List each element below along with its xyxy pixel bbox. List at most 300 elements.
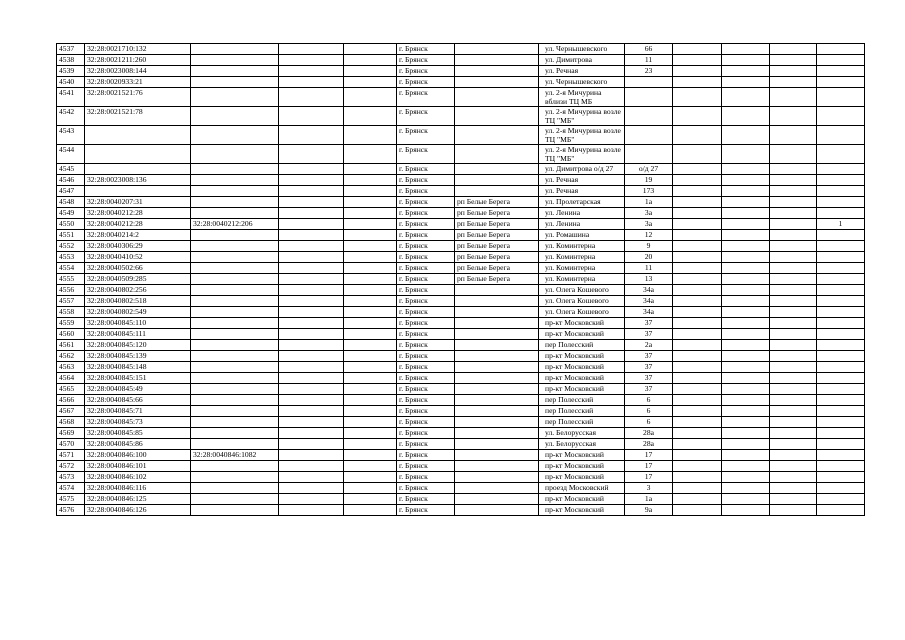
count-cell — [817, 285, 865, 296]
empty-cell — [279, 340, 344, 351]
empty-cell — [673, 219, 722, 230]
cadastral-number-cell: 32:28:0021521:76 — [85, 88, 191, 107]
count-cell — [817, 296, 865, 307]
city-cell: г. Брянск — [397, 318, 455, 329]
city-cell: г. Брянск — [397, 88, 455, 107]
table-row — [57, 107, 865, 126]
city-cell: г. Брянск — [397, 307, 455, 318]
count-cell — [817, 395, 865, 406]
empty-cell — [344, 307, 397, 318]
cadastral-number-cell — [85, 164, 191, 175]
row-number-cell: 4557 — [57, 296, 85, 307]
cadastral-number-cell: 32:28:0040845:49 — [85, 384, 191, 395]
street-cell: проезд Московский — [539, 483, 625, 494]
cadastral-number-cell: 32:28:0040845:85 — [85, 428, 191, 439]
house-number-cell: 6 — [625, 417, 673, 428]
empty-cell — [344, 175, 397, 186]
empty-cell — [673, 406, 722, 417]
secondary-cadastral-number-cell — [191, 428, 279, 439]
row-number-cell: 4568 — [57, 417, 85, 428]
city-cell: г. Брянск — [397, 351, 455, 362]
empty-cell — [279, 252, 344, 263]
empty-cell — [722, 88, 770, 107]
empty-cell — [673, 318, 722, 329]
cadastral-number-cell — [85, 145, 191, 164]
street-cell: пер Полесский — [539, 340, 625, 351]
empty-cell — [770, 428, 817, 439]
empty-cell — [770, 472, 817, 483]
house-number-cell: 3 — [625, 483, 673, 494]
empty-cell — [279, 472, 344, 483]
settlement-cell: рп Белые Берега — [455, 197, 539, 208]
settlement-cell — [455, 66, 539, 77]
empty-cell — [279, 450, 344, 461]
cadastral-number-cell: 32:28:0040845:71 — [85, 406, 191, 417]
row-number-cell: 4552 — [57, 241, 85, 252]
city-cell: г. Брянск — [397, 274, 455, 285]
empty-cell — [673, 373, 722, 384]
house-number-cell: 6 — [625, 395, 673, 406]
cadastral-number-cell: 32:28:0040306:29 — [85, 241, 191, 252]
empty-cell — [279, 285, 344, 296]
street-cell: пр-кт Московский — [539, 505, 625, 516]
table-row — [57, 373, 865, 384]
city-cell: г. Брянск — [397, 384, 455, 395]
empty-cell — [770, 274, 817, 285]
empty-cell — [770, 318, 817, 329]
empty-cell — [344, 439, 397, 450]
cadastral-number-cell: 32:28:0040212:28 — [85, 219, 191, 230]
row-number-cell: 4544 — [57, 145, 85, 164]
empty-cell — [673, 197, 722, 208]
table-row — [57, 164, 865, 175]
table-row — [57, 472, 865, 483]
street-cell: пр-кт Московский — [539, 472, 625, 483]
empty-cell — [770, 230, 817, 241]
settlement-cell — [455, 406, 539, 417]
secondary-cadastral-number-cell — [191, 263, 279, 274]
settlement-cell — [455, 472, 539, 483]
table-row — [57, 252, 865, 263]
table-row — [57, 494, 865, 505]
empty-cell — [722, 285, 770, 296]
house-number-cell: 3а — [625, 208, 673, 219]
empty-cell — [344, 186, 397, 197]
cadastral-number-cell: 32:28:0040214:2 — [85, 230, 191, 241]
empty-cell — [344, 164, 397, 175]
empty-cell — [673, 351, 722, 362]
settlement-cell — [455, 77, 539, 88]
house-number-cell: 17 — [625, 472, 673, 483]
house-number-cell: 13 — [625, 274, 673, 285]
table-body — [57, 44, 865, 516]
count-cell — [817, 66, 865, 77]
empty-cell — [673, 274, 722, 285]
count-cell — [817, 230, 865, 241]
empty-cell — [673, 285, 722, 296]
table-row — [57, 406, 865, 417]
empty-cell — [722, 351, 770, 362]
street-cell: ул. Олега Кошевого — [539, 296, 625, 307]
empty-cell — [344, 126, 397, 145]
cadastral-number-cell: 32:28:0040845:151 — [85, 373, 191, 384]
empty-cell — [279, 395, 344, 406]
count-cell — [817, 450, 865, 461]
city-cell: г. Брянск — [397, 472, 455, 483]
empty-cell — [770, 384, 817, 395]
empty-cell — [344, 107, 397, 126]
row-number-cell: 4554 — [57, 263, 85, 274]
street-cell: пр-кт Московский — [539, 329, 625, 340]
empty-cell — [279, 505, 344, 516]
empty-cell — [344, 318, 397, 329]
count-cell — [817, 274, 865, 285]
count-cell — [817, 406, 865, 417]
empty-cell — [344, 145, 397, 164]
row-number-cell: 4539 — [57, 66, 85, 77]
street-cell: ул. Белорусская — [539, 428, 625, 439]
empty-cell — [673, 439, 722, 450]
empty-cell — [673, 186, 722, 197]
street-cell: ул. Пролетарская — [539, 197, 625, 208]
empty-cell — [770, 494, 817, 505]
empty-cell — [279, 263, 344, 274]
secondary-cadastral-number-cell — [191, 197, 279, 208]
empty-cell — [722, 340, 770, 351]
empty-cell — [279, 318, 344, 329]
empty-cell — [279, 296, 344, 307]
house-number-cell — [625, 88, 673, 107]
count-cell — [817, 384, 865, 395]
empty-cell — [770, 175, 817, 186]
empty-cell — [722, 296, 770, 307]
settlement-cell — [455, 450, 539, 461]
row-number-cell: 4556 — [57, 285, 85, 296]
count-cell — [817, 362, 865, 373]
row-number-cell: 4541 — [57, 88, 85, 107]
settlement-cell: рп Белые Берега — [455, 219, 539, 230]
empty-cell — [673, 145, 722, 164]
settlement-cell — [455, 126, 539, 145]
empty-cell — [673, 340, 722, 351]
cadastral-number-cell: 32:28:0040502:66 — [85, 263, 191, 274]
secondary-cadastral-number-cell — [191, 351, 279, 362]
count-cell — [817, 461, 865, 472]
cadastral-number-cell: 32:28:0040846:102 — [85, 472, 191, 483]
cadastral-number-cell: 32:28:0040845:139 — [85, 351, 191, 362]
settlement-cell — [455, 494, 539, 505]
empty-cell — [770, 145, 817, 164]
secondary-cadastral-number-cell — [191, 252, 279, 263]
table-row — [57, 285, 865, 296]
settlement-cell — [455, 439, 539, 450]
row-number-cell: 4550 — [57, 219, 85, 230]
empty-cell — [673, 296, 722, 307]
table-row — [57, 230, 865, 241]
empty-cell — [279, 384, 344, 395]
secondary-cadastral-number-cell — [191, 296, 279, 307]
empty-cell — [344, 505, 397, 516]
empty-cell — [770, 107, 817, 126]
count-cell — [817, 241, 865, 252]
house-number-cell: 37 — [625, 373, 673, 384]
empty-cell — [722, 230, 770, 241]
empty-cell — [722, 208, 770, 219]
row-number-cell: 4573 — [57, 472, 85, 483]
empty-cell — [344, 340, 397, 351]
empty-cell — [722, 175, 770, 186]
empty-cell — [770, 439, 817, 450]
cadastral-number-cell: 32:28:0040845:73 — [85, 417, 191, 428]
settlement-cell — [455, 186, 539, 197]
cadastral-number-cell: 32:28:0040207:31 — [85, 197, 191, 208]
row-number-cell: 4549 — [57, 208, 85, 219]
table-row — [57, 55, 865, 66]
row-number-cell: 4570 — [57, 439, 85, 450]
settlement-cell — [455, 483, 539, 494]
city-cell: г. Брянск — [397, 461, 455, 472]
empty-cell — [344, 406, 397, 417]
row-number-cell: 4540 — [57, 77, 85, 88]
street-cell: ул. Коминтерна — [539, 274, 625, 285]
settlement-cell — [455, 175, 539, 186]
empty-cell — [279, 66, 344, 77]
table-row — [57, 318, 865, 329]
settlement-cell — [455, 44, 539, 55]
settlement-cell — [455, 362, 539, 373]
city-cell: г. Брянск — [397, 44, 455, 55]
count-cell — [817, 329, 865, 340]
city-cell: г. Брянск — [397, 126, 455, 145]
empty-cell — [673, 362, 722, 373]
empty-cell — [344, 362, 397, 373]
secondary-cadastral-number-cell — [191, 88, 279, 107]
cadastral-number-cell: 32:28:0040846:116 — [85, 483, 191, 494]
table-row — [57, 219, 865, 230]
cadastral-number-cell: 32:28:0021211:260 — [85, 55, 191, 66]
secondary-cadastral-number-cell — [191, 318, 279, 329]
count-cell: 1 — [817, 219, 865, 230]
settlement-cell: рп Белые Берега — [455, 263, 539, 274]
count-cell — [817, 252, 865, 263]
city-cell: г. Брянск — [397, 208, 455, 219]
secondary-cadastral-number-cell — [191, 395, 279, 406]
row-number-cell: 4575 — [57, 494, 85, 505]
empty-cell — [722, 44, 770, 55]
row-number-cell: 4574 — [57, 483, 85, 494]
empty-cell — [344, 88, 397, 107]
table-row — [57, 241, 865, 252]
table-row — [57, 44, 865, 55]
settlement-cell — [455, 395, 539, 406]
empty-cell — [722, 483, 770, 494]
empty-cell — [722, 384, 770, 395]
count-cell — [817, 107, 865, 126]
empty-cell — [770, 483, 817, 494]
street-cell: ул. Чернышевского — [539, 77, 625, 88]
house-number-cell: 1а — [625, 197, 673, 208]
empty-cell — [770, 395, 817, 406]
street-cell: ул. Ленина — [539, 219, 625, 230]
empty-cell — [722, 461, 770, 472]
empty-cell — [279, 439, 344, 450]
empty-cell — [673, 208, 722, 219]
house-number-cell: 28а — [625, 439, 673, 450]
cadastral-number-cell: 32:28:0023008:144 — [85, 66, 191, 77]
street-cell: пер Полесский — [539, 395, 625, 406]
house-number-cell: 37 — [625, 384, 673, 395]
house-number-cell: 37 — [625, 351, 673, 362]
table-row — [57, 175, 865, 186]
empty-cell — [770, 241, 817, 252]
cadastral-number-cell: 32:28:0040212:28 — [85, 208, 191, 219]
city-cell: г. Брянск — [397, 219, 455, 230]
count-cell — [817, 263, 865, 274]
count-cell — [817, 164, 865, 175]
street-cell: пр-кт Московский — [539, 318, 625, 329]
house-number-cell: 173 — [625, 186, 673, 197]
empty-cell — [673, 126, 722, 145]
city-cell: г. Брянск — [397, 439, 455, 450]
count-cell — [817, 77, 865, 88]
count-cell — [817, 483, 865, 494]
settlement-cell: рп Белые Берега — [455, 252, 539, 263]
street-cell: пер Полесский — [539, 417, 625, 428]
table-row — [57, 88, 865, 107]
table-row — [57, 66, 865, 77]
house-number-cell: 12 — [625, 230, 673, 241]
count-cell — [817, 351, 865, 362]
empty-cell — [344, 373, 397, 384]
empty-cell — [279, 241, 344, 252]
house-number-cell: 66 — [625, 44, 673, 55]
empty-cell — [770, 208, 817, 219]
city-cell: г. Брянск — [397, 340, 455, 351]
street-cell: ул. 2-я Мичурина вблизи ТЦ МБ — [539, 88, 625, 107]
empty-cell — [279, 88, 344, 107]
street-cell: ул. Речная — [539, 186, 625, 197]
empty-cell — [722, 186, 770, 197]
empty-cell — [673, 329, 722, 340]
empty-cell — [722, 329, 770, 340]
count-cell — [817, 439, 865, 450]
city-cell: г. Брянск — [397, 329, 455, 340]
secondary-cadastral-number-cell — [191, 230, 279, 241]
table-row — [57, 329, 865, 340]
empty-cell — [279, 55, 344, 66]
table-row — [57, 263, 865, 274]
house-number-cell: 19 — [625, 175, 673, 186]
row-number-cell: 4558 — [57, 307, 85, 318]
empty-cell — [770, 296, 817, 307]
cadastral-number-cell: 32:28:0021710:132 — [85, 44, 191, 55]
street-cell: ул. Димитрова о/д 27 — [539, 164, 625, 175]
city-cell: г. Брянск — [397, 241, 455, 252]
settlement-cell — [455, 307, 539, 318]
settlement-cell — [455, 107, 539, 126]
cadastral-number-cell: 32:28:0040845:86 — [85, 439, 191, 450]
secondary-cadastral-number-cell — [191, 55, 279, 66]
empty-cell — [770, 252, 817, 263]
row-number-cell: 4542 — [57, 107, 85, 126]
row-number-cell: 4569 — [57, 428, 85, 439]
count-cell — [817, 417, 865, 428]
empty-cell — [770, 285, 817, 296]
street-cell: пр-кт Московский — [539, 373, 625, 384]
settlement-cell — [455, 505, 539, 516]
settlement-cell — [455, 164, 539, 175]
empty-cell — [722, 55, 770, 66]
city-cell: г. Брянск — [397, 406, 455, 417]
secondary-cadastral-number-cell — [191, 329, 279, 340]
empty-cell — [673, 230, 722, 241]
count-cell — [817, 197, 865, 208]
count-cell — [817, 373, 865, 384]
house-number-cell: 34а — [625, 285, 673, 296]
street-cell: ул. Белорусская — [539, 439, 625, 450]
secondary-cadastral-number-cell — [191, 241, 279, 252]
empty-cell — [673, 417, 722, 428]
count-cell — [817, 186, 865, 197]
house-number-cell — [625, 107, 673, 126]
empty-cell — [722, 77, 770, 88]
table-row — [57, 351, 865, 362]
empty-cell — [344, 351, 397, 362]
empty-cell — [279, 186, 344, 197]
empty-cell — [344, 77, 397, 88]
secondary-cadastral-number-cell: 32:28:0040212:206 — [191, 219, 279, 230]
empty-cell — [673, 505, 722, 516]
house-number-cell: 11 — [625, 55, 673, 66]
secondary-cadastral-number-cell — [191, 186, 279, 197]
empty-cell — [279, 428, 344, 439]
row-number-cell: 4563 — [57, 362, 85, 373]
cadastral-number-cell: 32:28:0021521:78 — [85, 107, 191, 126]
table-row — [57, 384, 865, 395]
empty-cell — [279, 373, 344, 384]
empty-cell — [770, 307, 817, 318]
empty-cell — [722, 263, 770, 274]
city-cell: г. Брянск — [397, 494, 455, 505]
empty-cell — [722, 145, 770, 164]
empty-cell — [673, 252, 722, 263]
empty-cell — [344, 384, 397, 395]
street-cell: ул. Речная — [539, 175, 625, 186]
empty-cell — [279, 164, 344, 175]
city-cell: г. Брянск — [397, 395, 455, 406]
secondary-cadastral-number-cell — [191, 472, 279, 483]
secondary-cadastral-number-cell — [191, 417, 279, 428]
street-cell: ул. Коминтерна — [539, 241, 625, 252]
empty-cell — [344, 274, 397, 285]
secondary-cadastral-number-cell — [191, 44, 279, 55]
city-cell: г. Брянск — [397, 175, 455, 186]
empty-cell — [279, 230, 344, 241]
empty-cell — [770, 373, 817, 384]
cadastral-number-cell: 32:28:0040802:549 — [85, 307, 191, 318]
empty-cell — [673, 472, 722, 483]
empty-cell — [673, 77, 722, 88]
row-number-cell: 4543 — [57, 126, 85, 145]
street-cell: ул. 2-я Мичурина возле ТЦ "МБ" — [539, 126, 625, 145]
empty-cell — [770, 351, 817, 362]
cadastral-number-cell: 32:28:0040846:101 — [85, 461, 191, 472]
count-cell — [817, 318, 865, 329]
cadastral-number-cell: 32:28:0040802:518 — [85, 296, 191, 307]
secondary-cadastral-number-cell — [191, 362, 279, 373]
empty-cell — [344, 252, 397, 263]
empty-cell — [673, 66, 722, 77]
